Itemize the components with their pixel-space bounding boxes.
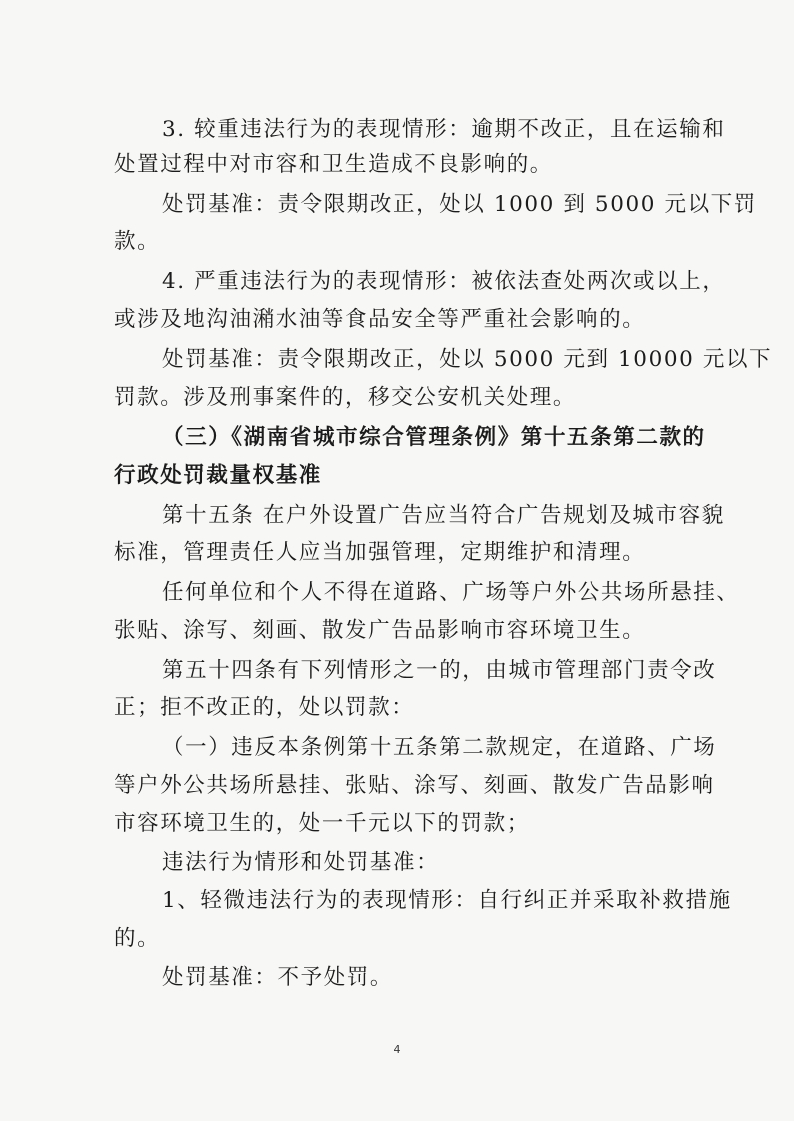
- text-line: 违法行为情形和处罚基准：: [162, 850, 440, 875]
- text-line: 张贴、涂写、刻画、散发广告品影响市容环境卫生。: [114, 618, 646, 643]
- text-line: 处罚基准：责令限期改正，处以 5000 元到 10000 元以下: [162, 347, 773, 372]
- section-heading: （三）《湖南省城市综合管理条例》第十五条第二款的: [162, 425, 706, 450]
- page-number: 4: [393, 1043, 401, 1056]
- text-line: 第五十四条有下列情形之一的，由城市管理部门责令改: [162, 658, 717, 683]
- text-line: 款。: [114, 229, 161, 254]
- text-line: 1、轻微违法行为的表现情形：自行纠正并采取补救措施: [162, 888, 732, 913]
- text-line: 罚款。涉及刑事案件的，移交公安机关处理。: [114, 385, 577, 410]
- section-heading: 行政处罚裁量权基准: [114, 463, 322, 488]
- text-line: 4. 严重违法行为的表现情形：被依法查处两次或以上，: [162, 269, 726, 294]
- text-line: 正；拒不改正的，处以罚款：: [114, 695, 415, 720]
- text-line: 处罚基准：责令限期改正，处以 1000 到 5000 元以下罚: [162, 192, 757, 217]
- text-line: 第十五条 在户外设置广告应当符合广告规划及城市容貌: [162, 503, 725, 528]
- text-line: 3. 较重违法行为的表现情形：逾期不改正，且在运输和: [162, 117, 726, 142]
- text-line: （一）违反本条例第十五条第二款规定，在道路、广场: [162, 735, 717, 760]
- text-line: 处置过程中对市容和卫生造成不良影响的。: [114, 152, 553, 177]
- text-line: 等户外公共场所悬挂、张贴、涂写、刻画、散发广告品影响: [114, 773, 715, 798]
- text-line: 标准，管理责任人应当加强管理，定期维护和清理。: [114, 540, 646, 565]
- text-line: 任何单位和个人不得在道路、广场等户外公共场所悬挂、: [162, 580, 740, 605]
- text-line: 市容环境卫生的，处一千元以下的罚款；: [114, 811, 530, 836]
- text-line: 或涉及地沟油潲水油等食品安全等严重社会影响的。: [114, 307, 646, 332]
- text-line: 处罚基准：不予处罚。: [162, 965, 394, 990]
- text-line: 的。: [114, 926, 161, 951]
